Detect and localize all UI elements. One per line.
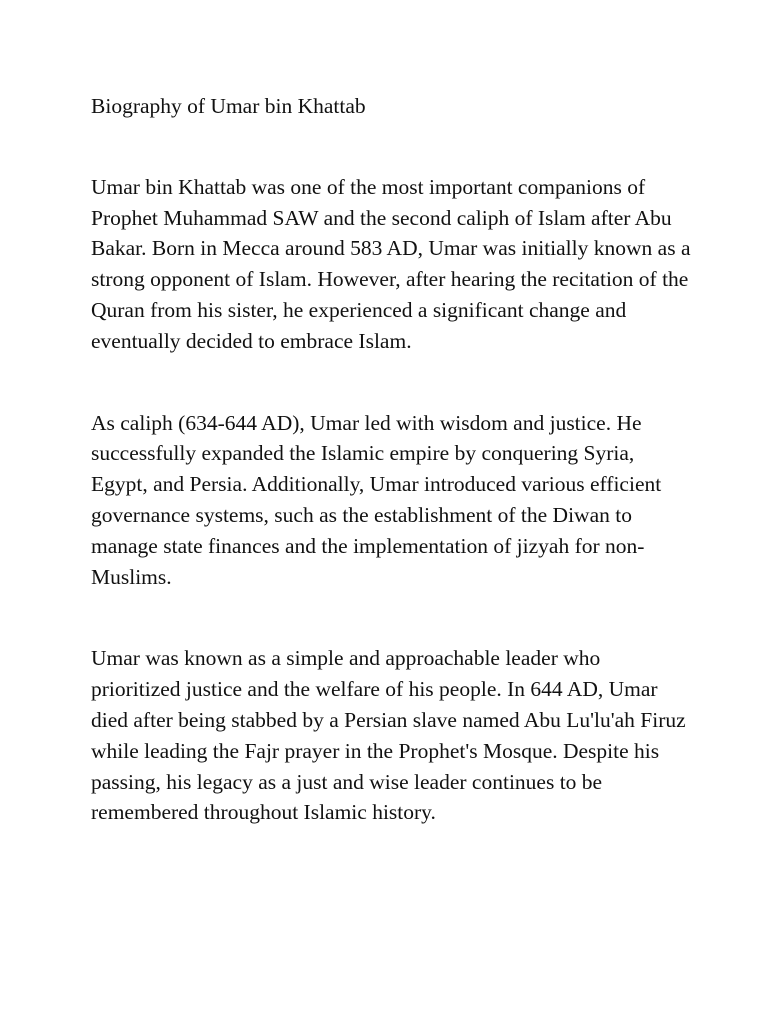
- spacer: [91, 592, 691, 643]
- document-title: Biography of Umar bin Khattab: [91, 94, 366, 118]
- paragraph-caliphate: As caliph (634-644 AD), Umar led with wisdom and justice. He successfully expanded the Islamic empire by conquering Syria, Egypt, and Persia. Additionally, Umar introduced various efficient governance systems, such as the establishment of the Diwan to manage state finances and the implementation of jizyah for non-Muslims.: [91, 410, 662, 589]
- spacer: [91, 357, 691, 408]
- paragraph-legacy: Umar was known as a simple and approachable leader who prioritized justice and the welfare of his people. In 644 AD, Umar died after being stabbed by a Persian slave named Abu Lu'lu'ah Firuz while leading the Fajr prayer in the Prophet's Mosque. Despite his passing, his legacy as a just and wise leader continues to be remembered throughout Islamic history.: [91, 646, 686, 825]
- paragraph-early-life: Umar bin Khattab was one of the most important companions of Prophet Muhammad SAW and the second caliph of Islam after Abu Bakar. Born in Mecca around 583 AD, Umar was initially known as a strong opponent of Islam. However, after hearing the recitation of the Quran from his sister, he experienced a significant change and eventually decided to embrace Islam.: [91, 174, 691, 353]
- spacer: [91, 122, 691, 172]
- document-body: [91, 91, 691, 828]
